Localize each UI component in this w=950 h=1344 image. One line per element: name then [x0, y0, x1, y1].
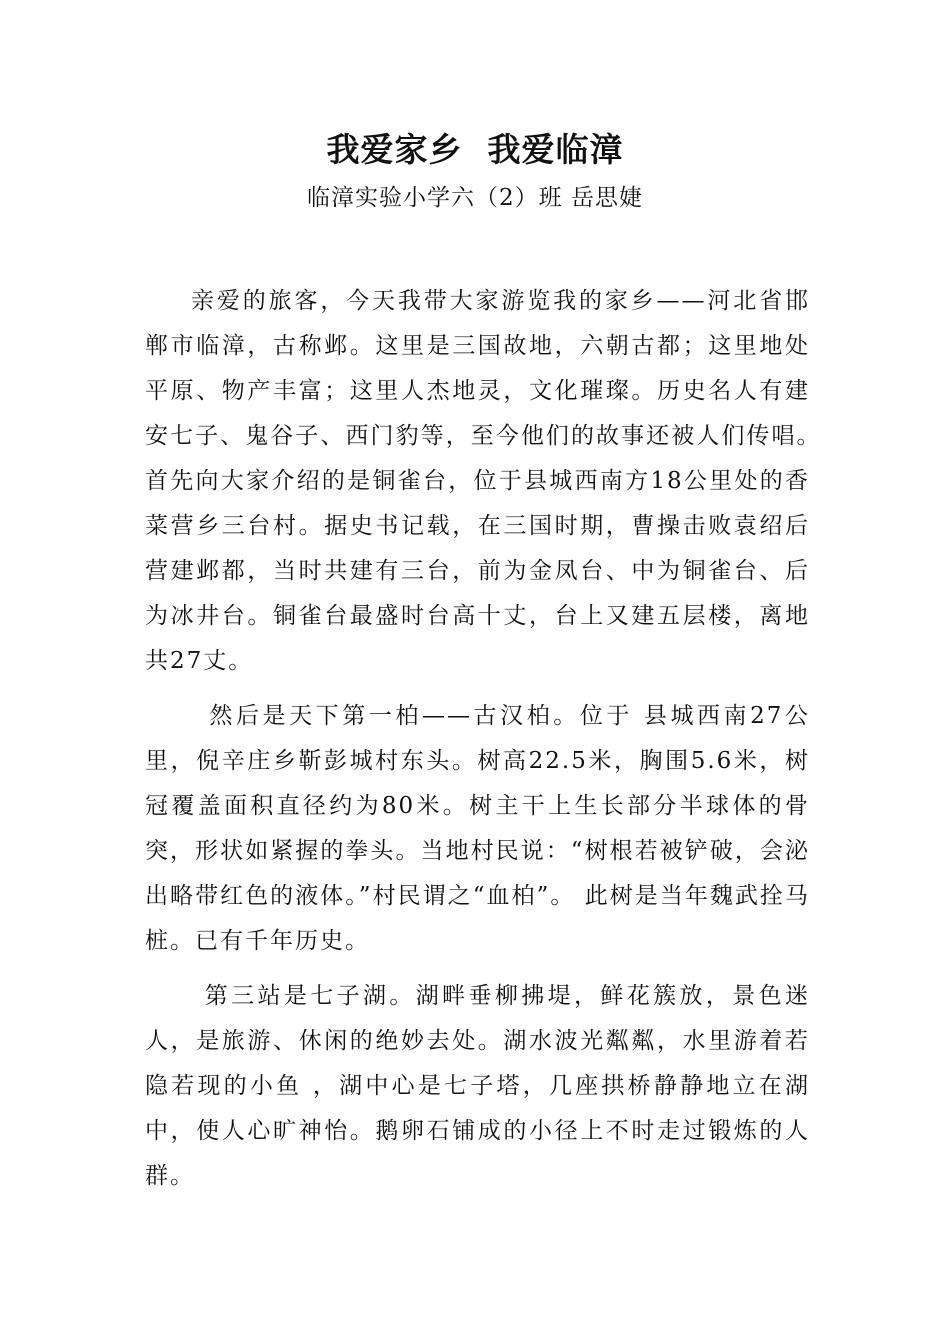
- paragraph-1: 亲爱的旅客，今天我带大家游览我的家乡——河北省邯郸市临漳，古称邺。这里是三国故地，六朝古都；这里地处平原、物产丰富；这里人杰地灵，文化璀璨。历史名人有建安七子、鬼谷子、西门豹等，至今他们的故事还被人们传唱。 首先向大家介绍的是铜雀台，位于县城西南方18公里处的香菜营乡三台村。据史书记载，在三国时期，曹操击败袁绍后营建邺都，当时共建有三台，前为金凤台、中为铜雀台、后为冰井台。铜雀台最盛时台高十丈，台上又建五层楼，离地共27丈。: [145, 288, 845, 674]
- document-title: 我爱家乡 我爱临漳: [326, 130, 624, 169]
- paragraph-3: 第三站是七子湖。湖畔垂柳拂堤，鲜花簇放，景色迷人，是旅游、休闲的绝妙去处。湖水波光粼粼，水里游着若隐若现的小鱼 ，湖中心是七子塔，几座拱桥静静地立在湖中，使人心旷神怡。鹅卵石铺成的小径上不时走过锻炼的人群。: [145, 983, 810, 1189]
- document-body: [145, 279, 845, 1209]
- document-byline: 临漳实验小学六（2）班 岳思婕: [307, 185, 643, 211]
- paragraph-2: 然后是天下第一柏——古汉柏。位于 县城西南27公里，倪辛庄乡靳彭城村东头。树高22.5米，胸围5.6米，树冠覆盖面积直径约为80米。树主干上生长部分半球体的骨突，形状如紧握的拳头。当地村民说：“树根若被铲破，会泌出略带红色的液体。”村民谓之“血柏”。 此树是当年魏武拴马桩。已有千年历史。: [145, 703, 810, 954]
